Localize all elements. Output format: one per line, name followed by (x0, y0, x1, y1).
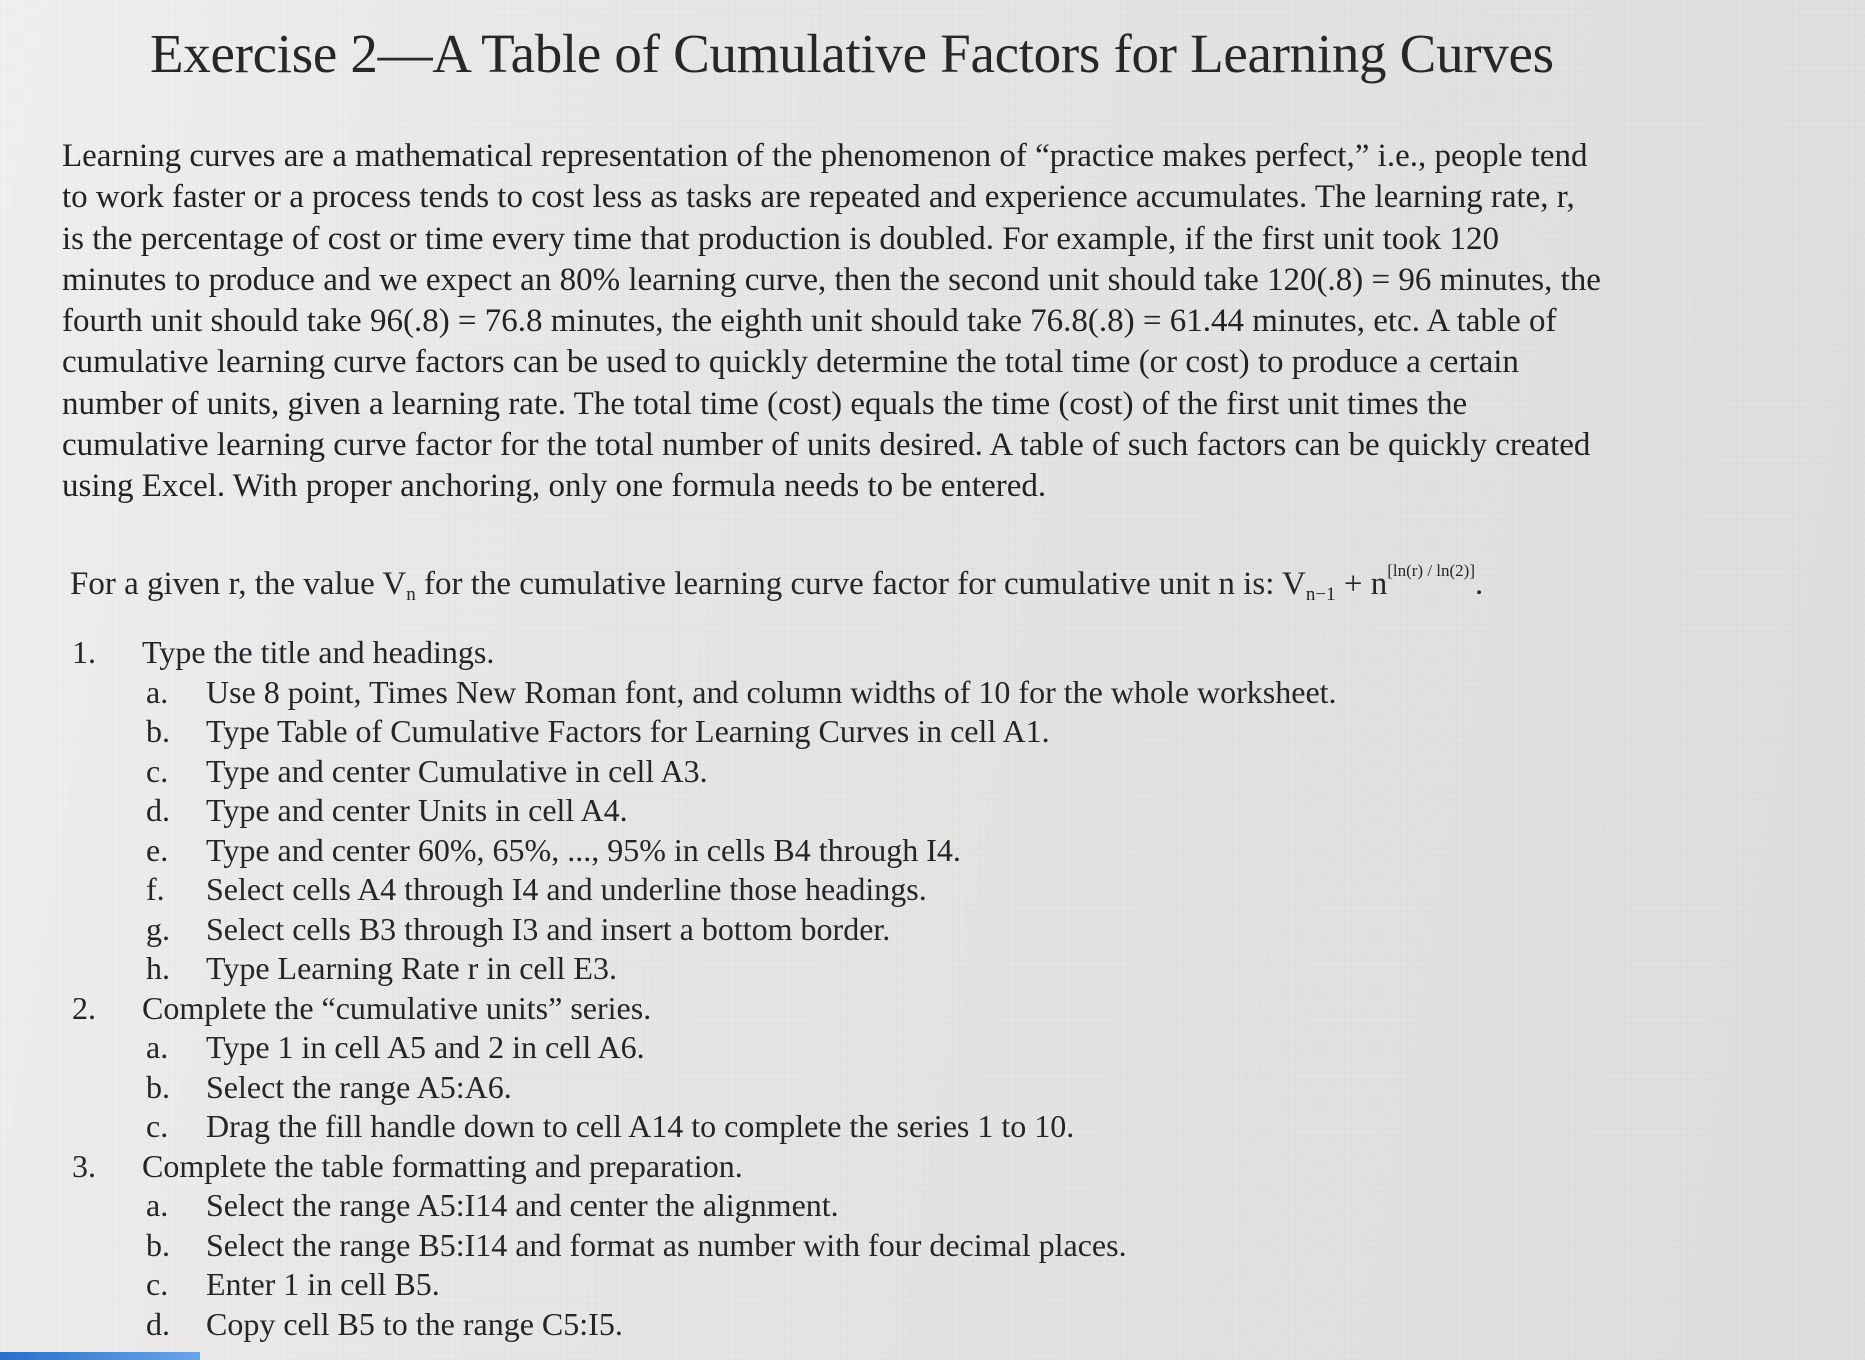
sub-step-text: Select the range A5:A6. (206, 1068, 512, 1105)
sub-step (142, 1107, 1770, 1147)
step-number: 1. (72, 634, 96, 670)
sub-step-list (142, 1186, 1770, 1344)
sub-step-text: Type and center Cumulative in cell A3. (206, 752, 708, 789)
sub-step-text: Use 8 point, Times New Roman font, and column widths of 10 for the whole worksheet. (206, 673, 1337, 710)
step-text: Complete the table formatting and preparation. (142, 1147, 743, 1184)
sub-step (142, 949, 1770, 989)
instruction-list (70, 633, 1770, 1344)
formula-subscript-prev: n−1 (1305, 584, 1336, 605)
sub-step-text: Type and center 60%, 65%, ..., 95% in cells B4 through I4. (206, 831, 961, 868)
sub-step (142, 791, 1770, 831)
sub-step-text: Select cells B3 through I3 and insert a bottom border. (206, 910, 891, 947)
step-text: Complete the “cumulative units” series. (142, 989, 652, 1026)
formula-exponent: [ln(r) / ln(2)] (1387, 561, 1476, 580)
intro-line: is the percentage of cost or time every time that production is doubled. For example, if the first unit took 120 (62, 220, 1499, 257)
sub-step-letter: a. (146, 1187, 169, 1223)
sub-step-letter: a. (146, 673, 169, 710)
formula-subscript-n: n (406, 584, 416, 605)
sub-step (142, 752, 1770, 792)
sub-step-letter: h. (146, 950, 170, 986)
sub-step (142, 870, 1770, 910)
sub-step (142, 1028, 1770, 1068)
sub-step (142, 1265, 1770, 1305)
page-title: Exercise 2—A Table of Cumulative Factors for Learning Curves (150, 23, 1554, 84)
sub-step-text: Type Table of Cumulative Factors for Learning Curves in cell A1. (206, 713, 1050, 749)
sub-step (142, 1226, 1770, 1266)
formula-middle: for the cumulative learning curve factor for cumulative unit n is: V (415, 566, 1306, 602)
intro-paragraph (62, 136, 1752, 508)
window-edge-bar (0, 1352, 200, 1360)
formula-suffix: . (1475, 566, 1484, 602)
sub-step (142, 712, 1770, 752)
sub-step-letter: c. (146, 1266, 169, 1302)
intro-line: using Excel. With proper anchoring, only one formula needs to be entered. (62, 468, 1047, 505)
intro-line: to work faster or a process tends to cost less as tasks are repeated and experience accumulates. The learning rate, r, (62, 179, 1575, 216)
instruction-step (70, 1147, 1770, 1345)
step-number: 2. (72, 989, 96, 1026)
sub-step-letter: d. (146, 1305, 170, 1342)
sub-step (142, 831, 1770, 871)
sub-step-text: Select the range A5:I14 and center the alignment. (206, 1187, 839, 1223)
sub-step-letter: b. (146, 713, 170, 749)
sub-step-letter: c. (146, 752, 169, 789)
sub-step (142, 673, 1770, 713)
intro-line: fourth unit should take 96(.8) = 76.8 minutes, the eighth unit should take 76.8(.8) = 61.44 minutes, etc. A table of (62, 303, 1557, 340)
instruction-step (70, 633, 1770, 989)
sub-step-letter: e. (146, 831, 169, 868)
formula-statement (70, 550, 1483, 616)
sub-step-text: Copy cell B5 to the range C5:I5. (206, 1305, 623, 1342)
formula-plus: + n (1335, 566, 1388, 602)
sub-step-text: Select the range B5:I14 and format as number with four decimal places. (206, 1226, 1127, 1263)
sub-step-text: Type and center Units in cell A4. (206, 792, 628, 828)
intro-line: cumulative learning curve factors can be used to quickly determine the total time (or cost) to produce a certain (62, 344, 1519, 381)
sub-step (142, 1068, 1770, 1108)
intro-line: cumulative learning curve factor for the total number of units desired. A table of such factors can be quickly created (62, 427, 1591, 464)
intro-line: Learning curves are a mathematical representation of the phenomenon of “practice makes perfect,” i.e., people tend (62, 138, 1588, 174)
sub-step-letter: b. (146, 1068, 170, 1105)
sub-step-letter: b. (146, 1226, 170, 1263)
instruction-step (70, 989, 1770, 1147)
sub-step-text: Type Learning Rate r in cell E3. (206, 950, 617, 986)
step-text: Type the title and headings. (142, 634, 495, 670)
formula-prefix: For a given r, the value V (70, 566, 407, 602)
step-number: 3. (72, 1147, 96, 1184)
sub-step-text: Type 1 in cell A5 and 2 in cell A6. (206, 1029, 645, 1065)
sub-step-letter: f. (146, 871, 165, 907)
intro-line: number of units, given a learning rate. The total time (cost) equals the time (cost) of the first unit times the (62, 385, 1468, 422)
sub-step-text: Select cells A4 through I4 and underline those headings. (206, 871, 927, 907)
sub-step-letter: d. (146, 792, 170, 828)
sub-step-list (142, 673, 1770, 989)
sub-step-letter: a. (146, 1029, 169, 1065)
sub-step-list (142, 1028, 1770, 1147)
sub-step (142, 1305, 1770, 1345)
sub-step-text: Drag the fill handle down to cell A14 to complete the series 1 to 10. (206, 1108, 1075, 1144)
sub-step (142, 1186, 1770, 1226)
sub-step-letter: c. (146, 1108, 169, 1144)
sub-step (142, 910, 1770, 950)
intro-line: minutes to produce and we expect an 80% learning curve, then the second unit should take 120(.8) = 96 minutes, the (62, 261, 1601, 298)
sub-step-letter: g. (146, 910, 170, 947)
sub-step-text: Enter 1 in cell B5. (206, 1266, 440, 1302)
